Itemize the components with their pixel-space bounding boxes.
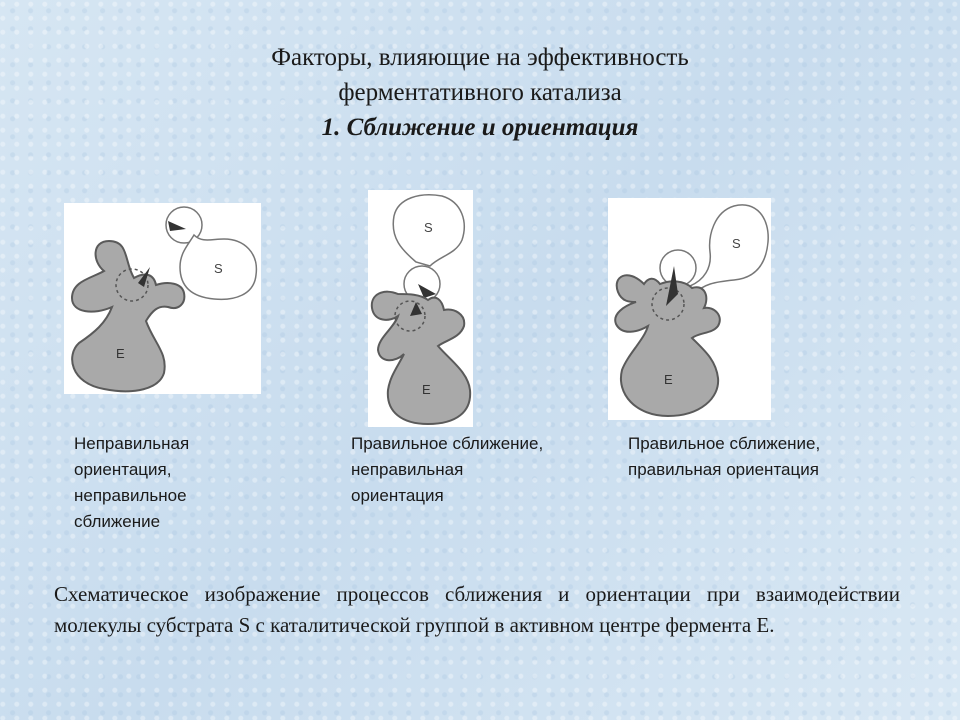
enzyme-label: E [422,382,431,397]
caption-line: неправильная [351,460,464,479]
slide-title [0,40,960,145]
caption-correct [628,431,928,483]
caption-line: Неправильная [74,434,190,453]
enzyme-substrate-diagram-1 [64,203,261,394]
caption-line: правильная ориентация [628,460,819,479]
title-subheading: 1. Сближение и ориентация [321,114,639,141]
caption-line: неправильное [74,486,187,505]
substrate-label: S [424,220,433,235]
caption-line: Правильное сближение, [628,434,821,453]
caption-line: Правильное сближение, [351,434,544,453]
substrate-body [690,205,768,294]
substrate-label: S [214,261,223,276]
caption-approach [351,431,611,509]
diagram-panel-incorrect [64,203,261,394]
diagram-panel-correct [608,198,771,420]
enzyme-label: E [664,372,673,387]
caption-line: ориентация [351,486,444,505]
enzyme-substrate-diagram-3 [608,198,771,420]
caption-line: ориентация, [74,460,172,479]
enzyme-substrate-diagram-2 [368,190,473,427]
enzyme-shape [615,275,720,416]
substrate-head [660,250,696,286]
caption-line: сближение [74,512,161,531]
title-line-2: ферментативного катализа [338,79,622,106]
figure-description: Схематическое изображение процессов сближения и ориентации при взаимодействии молекулы субстрата S с каталитической группой в активном центре фермента E. [54,582,900,637]
title-line-1: Факторы, влияющие на эффективность [271,44,689,71]
enzyme-label: E [116,346,125,361]
enzyme-shape [72,241,184,391]
enzyme-shape [372,292,470,424]
diagram-panel-approach [368,190,473,427]
caption-incorrect [74,431,294,535]
substrate-label: S [732,236,741,251]
